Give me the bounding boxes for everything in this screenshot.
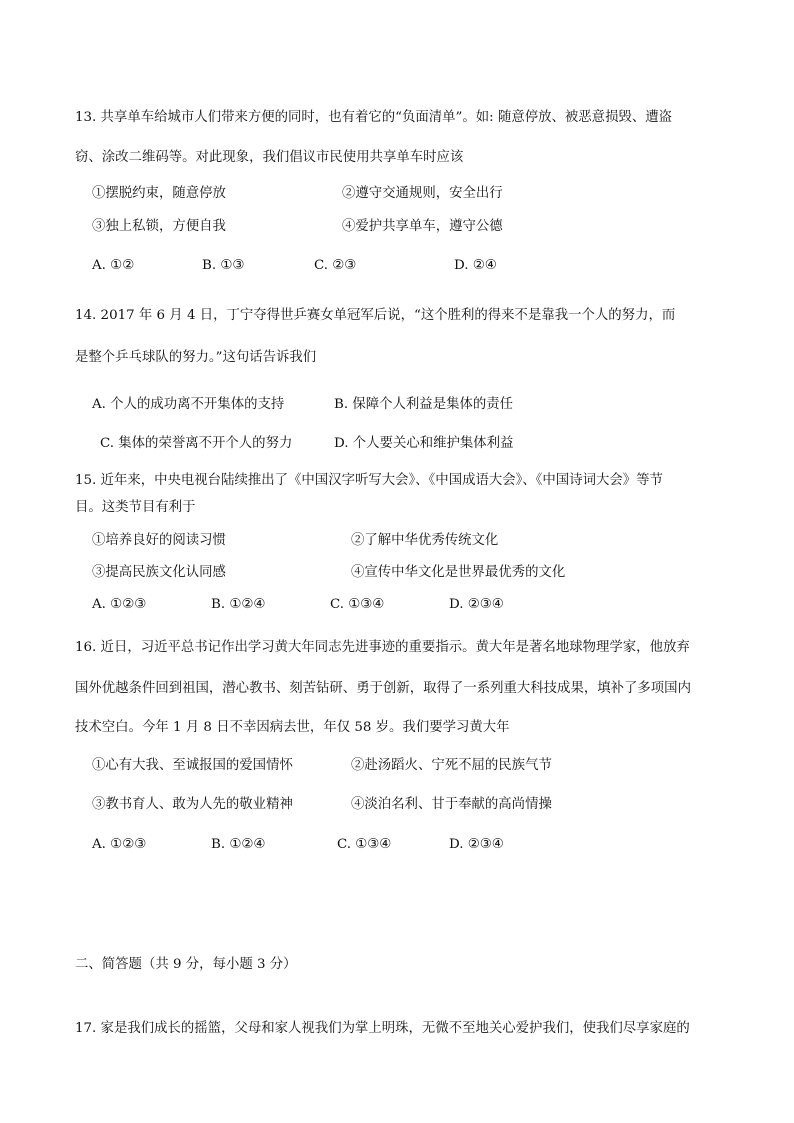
q16-stem-line3: 技术空白。今年 1 月 8 日不幸因病去世，年仅 58 岁。我们要学习黄大年	[75, 720, 510, 735]
q15-item-3: ③提高民族文化认同感	[92, 565, 226, 580]
q13-choice-b: B. ①③	[202, 258, 245, 273]
q14-stem-line1: 14. 2017 年 6 月 4 日，丁宁夺得世乒赛女单冠军后说，“这个胜利的得来不是靠我一个人的努力，而	[75, 308, 676, 323]
q15-item-2: ②了解中华优秀传统文化	[351, 533, 499, 548]
q13-item-3: ③独上私锁，方便自我	[92, 219, 226, 234]
q16-choice-c: C. ①③④	[337, 837, 392, 852]
q16-choice-b: B. ①②④	[211, 837, 266, 852]
q16-item-4: ④淡泊名利、甘于奉献的高尚情操	[351, 797, 552, 812]
q13-item-1: ①摆脱约束，随意停放	[92, 186, 226, 201]
q13-item-4: ④爱护共享单车，遵守公德	[342, 219, 503, 234]
q16-choice-d: D. ②③④	[449, 837, 504, 852]
q13-choice-a: A. ①②	[92, 258, 135, 273]
q16-stem-line2: 国外优越条件回到祖国，潜心教书、刻苦钻研、勇于创新，取得了一系列重大科技成果，填补了多项国内	[75, 681, 691, 696]
q16-stem-line1: 16. 近日，习近平总书记作出学习黄大年同志先进事迹的重要指示。黄大年是著名地球物理学家，他放弃	[75, 640, 690, 655]
q15-choice-b: B. ①②④	[211, 597, 266, 612]
q15-stem-line2: 目。这类节目有利于	[75, 500, 196, 515]
q14-stem-line2: 是整个乒乓球队的努力。”这句话告诉我们	[75, 350, 317, 365]
q17-stem-line1: 17. 家是我们成长的摇篮，父母和家人视我们为掌上明珠，无微不至地关心爱护我们，使我们尽享家庭的	[75, 1021, 690, 1036]
q14-choice-b: B. 保障个人利益是集体的责任	[334, 397, 514, 412]
section2-heading: 二、简答题（共 9 分，每小题 3 分）	[75, 957, 297, 972]
q15-stem-line1: 15. 近年来，中央电视台陆续推出了《中国汉字听写大会》、《中国成语大会》、《中国诗词大会》等节	[75, 473, 663, 488]
q16-item-1: ①心有大我、至诚报国的爱国情怀	[92, 758, 293, 773]
q13-item-2: ②遵守交通规则，安全出行	[342, 186, 503, 201]
q14-choice-c: C. 集体的荣誉离不开个人的努力	[100, 436, 293, 451]
q13-stem-line2: 窃、涂改二维码等。对此现象，我们倡议市民使用共享单车时应该	[75, 150, 464, 165]
q15-item-4: ④宣传中华文化是世界最优秀的文化	[351, 565, 566, 580]
q14-choice-d: D. 个人要关心和维护集体利益	[334, 436, 514, 451]
q13-stem-line1: 13. 共享单车给城市人们带来方便的同时，也有着它的“负面清单”。如: 随意停放、被恶意损毁、遭盗	[75, 110, 673, 125]
q15-choice-d: D. ②③④	[449, 597, 504, 612]
q16-item-2: ②赴汤蹈火、宁死不屈的民族气节	[351, 758, 552, 773]
q14-choice-a: A. 个人的成功离不开集体的支持	[92, 397, 285, 412]
q16-item-3: ③教书育人、敢为人先的敬业精神	[92, 797, 293, 812]
q13-choice-d: D. ②④	[454, 258, 497, 273]
q13-choice-c: C. ②③	[314, 258, 357, 273]
q15-item-1: ①培养良好的阅读习惯	[92, 533, 226, 548]
q15-choice-c: C. ①③④	[330, 597, 385, 612]
q16-choice-a: A. ①②③	[92, 837, 147, 852]
q15-choice-a: A. ①②③	[92, 597, 147, 612]
